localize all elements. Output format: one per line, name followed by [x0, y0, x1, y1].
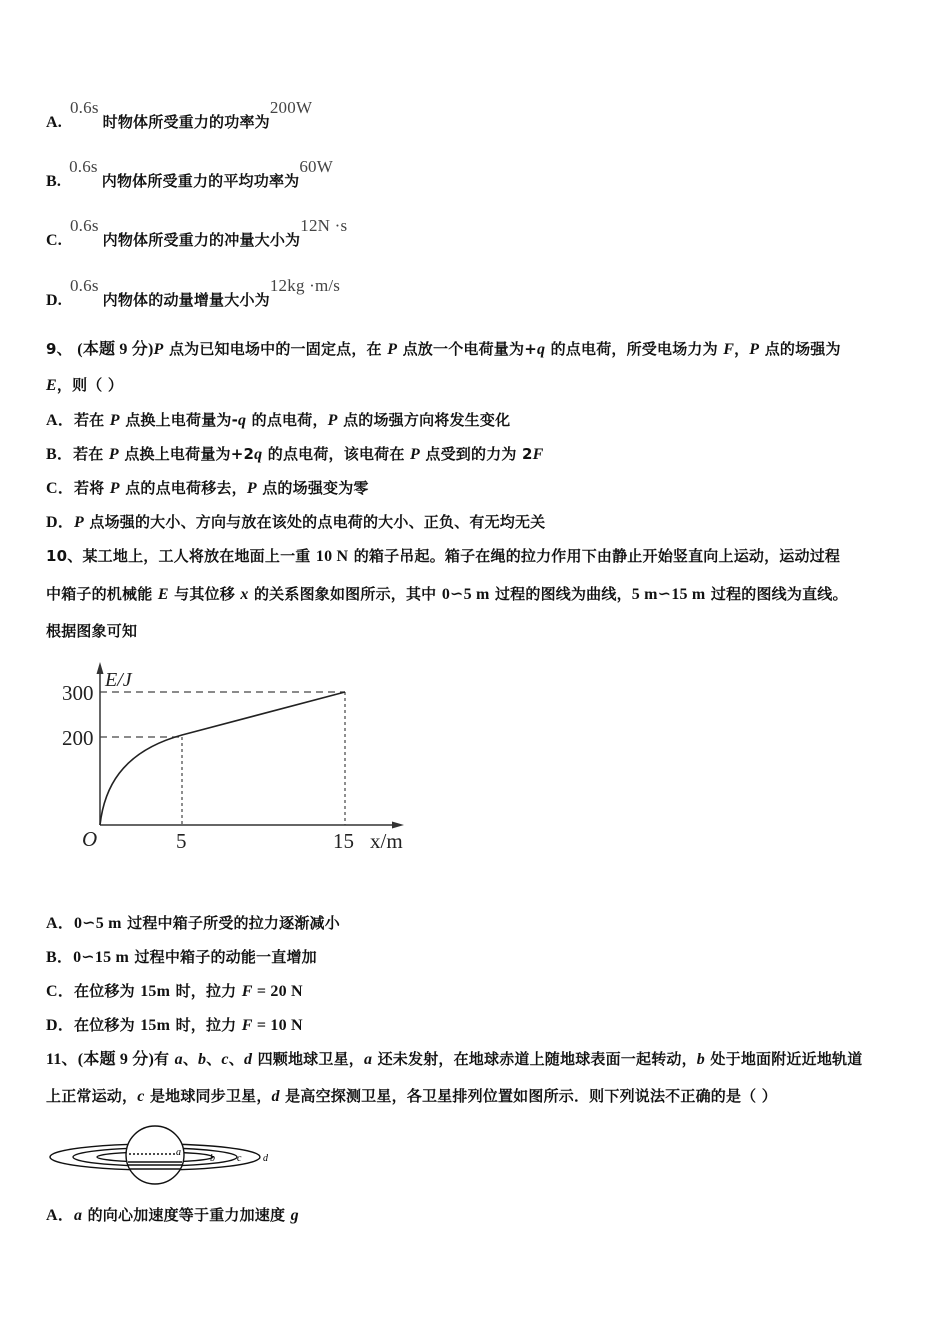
option-text: 内物体所受重力的平均功率为 — [101, 172, 300, 190]
var-x: x — [240, 586, 249, 603]
y-axis — [97, 662, 104, 825]
q9-option-a — [46, 410, 510, 431]
var-q: q — [238, 412, 247, 429]
q10-stem-line1 — [46, 546, 840, 567]
var-q: q — [536, 341, 546, 358]
label-b: b — [210, 1153, 215, 1164]
range-value: 5 m∽15 m — [631, 586, 706, 603]
energy-curve — [100, 692, 345, 825]
option-text: 若在 — [73, 411, 110, 429]
stem-text: 点为已知电场中的一固定点，在 — [163, 340, 388, 358]
var-b: b — [198, 1051, 207, 1068]
q10-option-c — [46, 981, 303, 1002]
option-label: C． — [46, 480, 74, 497]
var-p: P — [109, 480, 120, 497]
option-label: A． — [46, 915, 74, 932]
option-label: D． — [46, 514, 74, 531]
var-c: c — [221, 1051, 229, 1068]
q10-option-d — [46, 1015, 303, 1036]
math-value: 12N ·s — [300, 216, 348, 235]
var-p: P — [73, 514, 84, 531]
option-label: B. — [46, 173, 62, 190]
q8-option-b — [46, 157, 334, 192]
displacement-value: 15m — [140, 1017, 171, 1034]
option-label: A． — [46, 1207, 74, 1224]
option-text: 时物体所受重力的功率为 — [102, 113, 270, 131]
x-axis-label: x/m — [370, 829, 403, 853]
stem-text: 处于地面附近近地轨道 — [705, 1050, 863, 1068]
stem-text: 是高空探测卫星，各卫星排列位置如图所示．则下列说法不正确的是（ ） — [279, 1087, 777, 1105]
q9-stem-line2 — [46, 375, 123, 396]
q11-option-a — [46, 1205, 299, 1226]
weight-value: 10 N — [315, 548, 349, 565]
q11-stem-line2 — [46, 1086, 777, 1107]
x-axis — [100, 822, 404, 829]
stem-text: 四颗地球卫星， — [252, 1050, 364, 1068]
q9-option-b — [46, 444, 544, 465]
y-axis-label: E/J — [105, 669, 132, 691]
range-value: 0∽15 m — [73, 949, 130, 966]
stem-text: 某工地上，工人将放在地面上一重 — [82, 547, 316, 565]
q9-option-c — [46, 478, 369, 499]
option-text: 时，拉力 — [170, 982, 242, 1000]
stem-text: 上正常运动， — [46, 1087, 138, 1105]
separator: 、 — [206, 1050, 222, 1068]
var-f: F — [723, 341, 735, 358]
question-number: 9、 — [46, 340, 72, 358]
option-label: D． — [46, 1017, 74, 1034]
range-value: 0∽5 m — [73, 915, 122, 932]
var-p: P — [327, 412, 338, 429]
dashed-guides — [100, 692, 345, 737]
var-b: b — [696, 1051, 705, 1068]
var-c: c — [137, 1088, 145, 1105]
separator: 、 — [228, 1050, 244, 1068]
stem-text: 点放一个电荷量为+ — [397, 340, 537, 358]
q8-option-d — [46, 276, 341, 311]
var-p: P — [108, 446, 119, 463]
energy-displacement-chart — [55, 655, 425, 865]
var-p: P — [387, 341, 398, 358]
option-text: 点受到的力为 2 — [419, 445, 533, 463]
x-tick-15: 15 — [333, 829, 354, 853]
option-text: 点的点电荷移去， — [119, 479, 247, 497]
q9-option-d — [46, 512, 545, 533]
var-a: a — [363, 1051, 373, 1068]
y-tick-300: 300 — [62, 681, 94, 705]
var-f: F — [241, 983, 253, 1000]
var-d: d — [243, 1051, 253, 1068]
option-text: 过程中箱子的动能一直增加 — [129, 948, 317, 966]
x-tick-5: 5 — [176, 829, 187, 853]
question-score: (本题 9 分) — [77, 1051, 154, 1068]
var-q: q — [254, 446, 263, 463]
q10-stem-line2 — [46, 584, 848, 605]
stem-text: 还未发射，在地球赤道上随地球表面一起转动， — [372, 1050, 697, 1068]
option-label: C. — [46, 232, 62, 249]
option-text: 内物体的动量增量大小为 — [102, 291, 270, 309]
dotted-guides — [182, 692, 345, 825]
var-e: E — [46, 377, 57, 394]
math-value: 200W — [269, 98, 313, 117]
q10-option-a — [46, 913, 340, 934]
option-text: 的点电荷， — [246, 411, 328, 429]
q9-stem-line1 — [46, 339, 841, 360]
var-p: P — [246, 480, 257, 497]
label-c: c — [237, 1153, 242, 1164]
option-text: 若在 — [73, 445, 109, 463]
stem-text: 的点电荷，所受电场力为 — [545, 340, 724, 358]
option-label: D. — [46, 292, 62, 309]
option-text: 点的场强方向将发生变化 — [337, 411, 511, 429]
force-value: = 10 N — [252, 1017, 303, 1034]
option-label: C． — [46, 983, 74, 1000]
option-text: 的点电荷，该电荷在 — [262, 445, 410, 463]
label-a: a — [176, 1147, 181, 1158]
question-number: 10、 — [46, 547, 83, 565]
var-p: P — [153, 341, 164, 358]
q10-option-b — [46, 947, 317, 968]
option-text: 的向心加速度等于重力加速度 — [82, 1206, 291, 1224]
q10-stem-line3 — [46, 621, 137, 641]
origin-label: O — [82, 827, 98, 851]
stem-text: 过程的图线为曲线， — [489, 585, 632, 603]
var-e: E — [157, 586, 169, 603]
stem-text: 中箱子的机械能 — [46, 585, 158, 603]
var-p: P — [749, 341, 760, 358]
math-time: 0.6s — [69, 216, 99, 235]
var-p: P — [109, 412, 120, 429]
math-time: 0.6s — [69, 157, 98, 176]
math-time: 0.6s — [69, 276, 99, 295]
stem-text: 过程的图线为直线。 — [705, 585, 848, 603]
var-d: d — [271, 1088, 280, 1105]
range-value: 0∽5 m — [441, 586, 490, 603]
force-value: = 20 N — [252, 983, 303, 1000]
separator: 、 — [182, 1050, 199, 1068]
option-text: 点换上电荷量为- — [119, 411, 239, 429]
displacement-value: 15m — [140, 983, 171, 1000]
option-text: 若将 — [73, 479, 110, 497]
option-text: 点场强的大小、方向与放在该处的点电荷的大小、正负、有无均无关 — [83, 513, 546, 531]
var-p: P — [409, 446, 420, 463]
option-label: A. — [46, 114, 62, 131]
math-value: 12kg ·m/s — [269, 276, 341, 295]
stem-text: 的关系图象如图所示，其中 — [248, 585, 442, 603]
var-a: a — [73, 1207, 83, 1224]
var-f: F — [532, 446, 544, 463]
option-text: 在位移为 — [73, 982, 141, 1000]
stem-text: 是地球同步卫星， — [144, 1087, 272, 1105]
stem-text: 根据图象可知 — [46, 622, 138, 640]
math-time: 0.6s — [69, 98, 99, 117]
option-label: A． — [46, 412, 74, 429]
question-score: (本题 9 分) — [77, 341, 154, 358]
y-tick-200: 200 — [62, 726, 94, 750]
var-f: F — [241, 1017, 253, 1034]
var-a: a — [174, 1051, 183, 1068]
option-text: 点换上电荷量为+2 — [118, 445, 255, 463]
option-text: 时，拉力 — [170, 1016, 242, 1034]
math-value: 60W — [299, 157, 334, 176]
stem-text: 与其位移 — [168, 585, 241, 603]
q11-stem-line1 — [46, 1049, 862, 1070]
stem-text: ，则（ ） — [56, 376, 124, 394]
var-g: g — [290, 1207, 299, 1224]
option-label: B． — [46, 446, 74, 463]
stem-text: 有 — [153, 1050, 175, 1068]
option-text: 点的场强变为零 — [256, 479, 369, 497]
stem-text: ， — [734, 340, 750, 358]
stem-text: 的箱子吊起。箱子在绳的拉力作用下由静止开始竖直向上运动，运动过程 — [348, 547, 841, 565]
option-label: B． — [46, 949, 74, 966]
label-d: d — [263, 1153, 268, 1164]
q8-option-c — [46, 216, 348, 251]
stem-text: 点的场强为 — [759, 340, 841, 358]
question-number: 11、 — [46, 1051, 78, 1068]
satellite-orbit-diagram — [45, 1122, 280, 1188]
option-text: 在位移为 — [73, 1016, 141, 1034]
q8-option-a — [46, 98, 313, 133]
option-text: 内物体所受重力的冲量大小为 — [102, 231, 301, 249]
option-text: 过程中箱子所受的拉力逐渐减小 — [121, 914, 340, 932]
